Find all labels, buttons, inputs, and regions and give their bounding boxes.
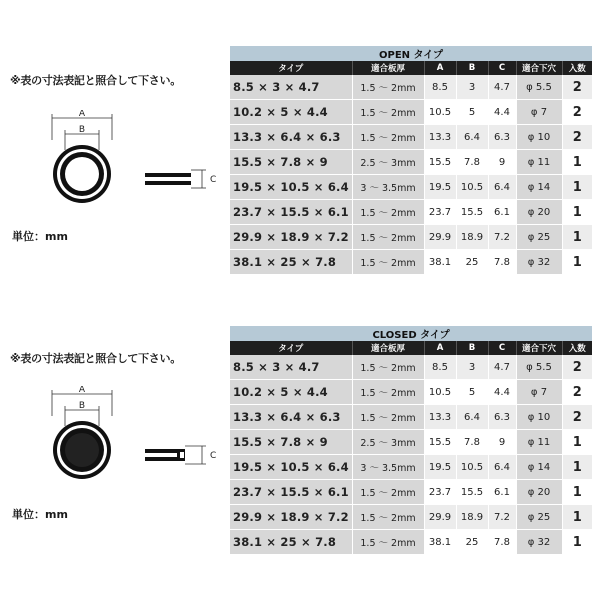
a-header: A (424, 341, 456, 355)
dim-b-label: B (78, 125, 86, 135)
pilot-hole-cell: φ 10 (516, 405, 562, 430)
type-header: タイプ (230, 61, 352, 75)
dim-c-cell: 4.7 (488, 355, 516, 380)
dim-c-cell: 6.1 (488, 480, 516, 505)
type-cell: 10.2 × 5 × 4.4 (230, 100, 352, 125)
quantity-cell: 1 (562, 175, 592, 200)
dim-a-cell: 23.7 (424, 480, 456, 505)
plate-thickness-cell: 1.5 ～ 2mm (352, 100, 424, 125)
dim-a-cell: 38.1 (424, 250, 456, 275)
a-header: A (424, 61, 456, 75)
dim-b-cell: 18.9 (456, 225, 488, 250)
dim-a-cell: 8.5 (424, 355, 456, 380)
type-cell: 19.5 × 10.5 × 6.4 (230, 455, 352, 480)
dim-b-cell: 7.8 (456, 430, 488, 455)
table-row (230, 480, 592, 505)
quantity-cell: 2 (562, 125, 592, 150)
pilot-hole-cell: φ 7 (516, 380, 562, 405)
dim-c-cell: 4.7 (488, 75, 516, 100)
plate-thickness-cell: 1.5 ～ 2mm (352, 380, 424, 405)
pilot-hole-cell: φ 14 (516, 455, 562, 480)
table-row (230, 175, 592, 200)
closed-grommet-diagram (40, 386, 220, 496)
dim-c-cell: 6.3 (488, 125, 516, 150)
dim-c-cell: 7.8 (488, 530, 516, 555)
quantity-cell: 2 (562, 100, 592, 125)
dim-b-cell: 6.4 (456, 125, 488, 150)
table-row (230, 530, 592, 555)
unit-label: 単位：mm (12, 230, 68, 243)
dim-b-cell: 3 (456, 75, 488, 100)
side-profile-top (145, 173, 191, 177)
dim-a-cell: 19.5 (424, 455, 456, 480)
table-row (230, 380, 592, 405)
dim-a-cell: 15.5 (424, 430, 456, 455)
quantity-cell: 1 (562, 530, 592, 555)
plate-header: 適合板厚 (352, 61, 424, 75)
table-row (230, 75, 592, 100)
table-row (230, 455, 592, 480)
dim-a-label: A (78, 110, 86, 119)
hole-header: 適合下穴 (516, 61, 562, 75)
table-row (230, 505, 592, 530)
pilot-hole-cell: φ 10 (516, 125, 562, 150)
plate-thickness-cell: 2.5 ～ 3mm (352, 150, 424, 175)
open-grommet-diagram (40, 110, 220, 220)
pilot-hole-cell: φ 25 (516, 505, 562, 530)
type-cell: 19.5 × 10.5 × 6.4 (230, 175, 352, 200)
dim-a-cell: 8.5 (424, 75, 456, 100)
quantity-cell: 1 (562, 505, 592, 530)
dim-c-cell: 6.4 (488, 175, 516, 200)
table-row (230, 200, 592, 225)
quantity-cell: 1 (562, 455, 592, 480)
c-header: C (488, 341, 516, 355)
pilot-hole-cell: φ 20 (516, 480, 562, 505)
dim-a-label: A (78, 386, 86, 395)
dim-b-cell: 25 (456, 250, 488, 275)
plate-thickness-cell: 1.5 ～ 2mm (352, 480, 424, 505)
type-cell: 15.5 × 7.8 × 9 (230, 150, 352, 175)
dim-a-cell: 15.5 (424, 150, 456, 175)
open-spec-table (230, 46, 592, 275)
table-row (230, 405, 592, 430)
dim-a-cell: 23.7 (424, 200, 456, 225)
type-cell: 10.2 × 5 × 4.4 (230, 380, 352, 405)
dim-a-cell: 13.3 (424, 125, 456, 150)
type-cell: 8.5 × 3 × 4.7 (230, 75, 352, 100)
table-row (230, 125, 592, 150)
quantity-cell: 1 (562, 430, 592, 455)
dim-c-cell: 7.2 (488, 505, 516, 530)
side-profile-top (145, 449, 177, 453)
dim-b-cell: 15.5 (456, 480, 488, 505)
dim-b-cell: 10.5 (456, 175, 488, 200)
plate-header: 適合板厚 (352, 341, 424, 355)
type-cell: 8.5 × 3 × 4.7 (230, 355, 352, 380)
side-profile-bottom (145, 181, 191, 185)
type-cell: 38.1 × 25 × 7.8 (230, 250, 352, 275)
dim-a-cell: 19.5 (424, 175, 456, 200)
type-cell: 15.5 × 7.8 × 9 (230, 430, 352, 455)
plate-thickness-cell: 1.5 ～ 2mm (352, 125, 424, 150)
hole-header: 適合下穴 (516, 341, 562, 355)
dim-c-label: C (210, 175, 217, 185)
plate-thickness-cell: 1.5 ～ 2mm (352, 75, 424, 100)
pilot-hole-cell: φ 11 (516, 150, 562, 175)
quantity-cell: 1 (562, 150, 592, 175)
quantity-cell: 2 (562, 355, 592, 380)
open-type-section (0, 46, 600, 321)
dim-b-cell: 15.5 (456, 200, 488, 225)
plate-thickness-cell: 1.5 ～ 2mm (352, 505, 424, 530)
plate-thickness-cell: 1.5 ～ 2mm (352, 355, 424, 380)
dim-b-cell: 6.4 (456, 405, 488, 430)
quantity-cell: 1 (562, 480, 592, 505)
dimension-note: ※表の寸法表記と照合して下さい。 (10, 74, 181, 87)
dim-a-cell: 13.3 (424, 405, 456, 430)
dim-b-cell: 3 (456, 355, 488, 380)
plate-thickness-cell: 3 ～ 3.5mm (352, 455, 424, 480)
qty-header: 入数 (562, 61, 592, 75)
dim-b-cell: 25 (456, 530, 488, 555)
table-row (230, 430, 592, 455)
plate-thickness-cell: 1.5 ～ 2mm (352, 405, 424, 430)
dim-b-label: B (78, 401, 86, 411)
quantity-cell: 1 (562, 250, 592, 275)
dimension-note: ※表の寸法表記と照合して下さい。 (10, 352, 181, 365)
c-header: C (488, 61, 516, 75)
unit-label: 単位：mm (12, 508, 68, 521)
ring-hole (65, 157, 99, 191)
dim-c-cell: 7.2 (488, 225, 516, 250)
quantity-cell: 1 (562, 200, 592, 225)
side-profile-bottom (145, 457, 177, 461)
dim-a-cell: 29.9 (424, 225, 456, 250)
plate-thickness-cell: 2.5 ～ 3mm (352, 430, 424, 455)
pilot-hole-cell: φ 5.5 (516, 75, 562, 100)
table-row (230, 100, 592, 125)
table-title: CLOSED タイプ (230, 326, 592, 341)
dim-c-cell: 6.3 (488, 405, 516, 430)
dim-a-cell: 10.5 (424, 380, 456, 405)
type-cell: 23.7 × 15.5 × 6.1 (230, 200, 352, 225)
type-cell: 13.3 × 6.4 × 6.3 (230, 405, 352, 430)
pilot-hole-cell: φ 32 (516, 250, 562, 275)
table-row (230, 250, 592, 275)
dim-a-cell: 38.1 (424, 530, 456, 555)
b-header: B (456, 341, 488, 355)
plate-thickness-cell: 3 ～ 3.5mm (352, 175, 424, 200)
pilot-hole-cell: φ 25 (516, 225, 562, 250)
type-cell: 29.9 × 18.9 × 7.2 (230, 225, 352, 250)
quantity-cell: 2 (562, 380, 592, 405)
plate-thickness-cell: 1.5 ～ 2mm (352, 250, 424, 275)
plate-thickness-cell: 1.5 ～ 2mm (352, 225, 424, 250)
table-title: OPEN タイプ (230, 46, 592, 61)
dim-c-cell: 4.4 (488, 380, 516, 405)
dim-c-label: C (210, 451, 217, 461)
type-cell: 23.7 × 15.5 × 6.1 (230, 480, 352, 505)
dim-c-cell: 6.1 (488, 200, 516, 225)
pilot-hole-cell: φ 20 (516, 200, 562, 225)
dim-b-cell: 5 (456, 100, 488, 125)
type-cell: 13.3 × 6.4 × 6.3 (230, 125, 352, 150)
dim-b-cell: 5 (456, 380, 488, 405)
dim-b-cell: 7.8 (456, 150, 488, 175)
pilot-hole-cell: φ 14 (516, 175, 562, 200)
closed-type-section (0, 326, 600, 601)
table-row (230, 225, 592, 250)
qty-header: 入数 (562, 341, 592, 355)
table-row (230, 355, 592, 380)
dim-c-cell: 9 (488, 430, 516, 455)
table-row (230, 150, 592, 175)
quantity-cell: 2 (562, 75, 592, 100)
dim-b-cell: 18.9 (456, 505, 488, 530)
plate-thickness-cell: 1.5 ～ 2mm (352, 200, 424, 225)
dim-c-cell: 6.4 (488, 455, 516, 480)
plate-thickness-cell: 1.5 ～ 2mm (352, 530, 424, 555)
type-cell: 38.1 × 25 × 7.8 (230, 530, 352, 555)
dim-b-cell: 10.5 (456, 455, 488, 480)
pilot-hole-cell: φ 11 (516, 430, 562, 455)
quantity-cell: 2 (562, 405, 592, 430)
pilot-hole-cell: φ 32 (516, 530, 562, 555)
dim-a-cell: 29.9 (424, 505, 456, 530)
type-cell: 29.9 × 18.9 × 7.2 (230, 505, 352, 530)
dim-c-cell: 9 (488, 150, 516, 175)
type-header: タイプ (230, 341, 352, 355)
closed-spec-table (230, 326, 592, 555)
dim-a-cell: 10.5 (424, 100, 456, 125)
quantity-cell: 1 (562, 225, 592, 250)
dim-c-cell: 7.8 (488, 250, 516, 275)
pilot-hole-cell: φ 5.5 (516, 355, 562, 380)
b-header: B (456, 61, 488, 75)
dim-c-cell: 4.4 (488, 100, 516, 125)
pilot-hole-cell: φ 7 (516, 100, 562, 125)
